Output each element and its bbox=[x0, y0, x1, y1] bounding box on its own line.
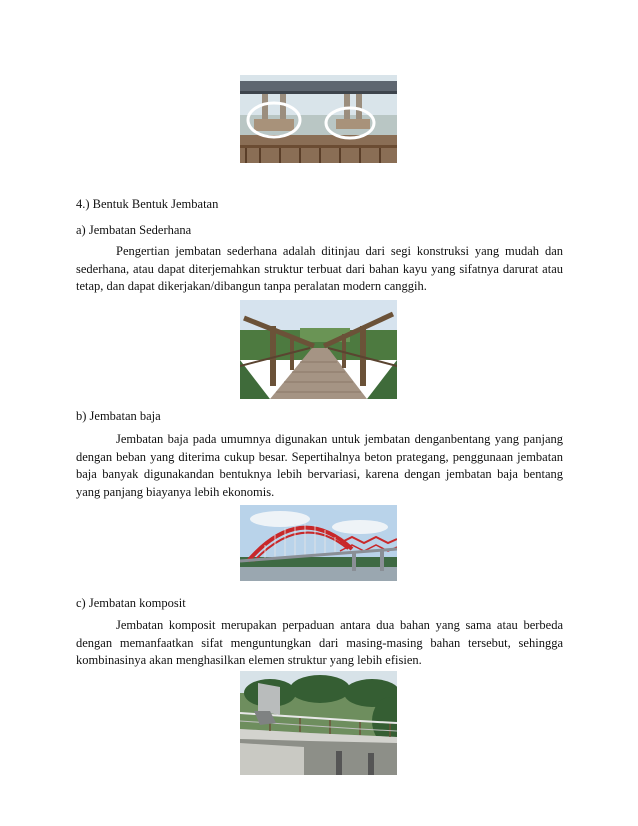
section-b-title: b) Jembatan baja bbox=[76, 409, 161, 423]
section-c-paragraph: Jembatan komposit merupakan perpaduan antara dua bahan yang sama atau berbeda dengan memanfaatkan sifat menguntungkan dari masing-masing bahan tersebut, sehingga kombinasinya akan menghasilkan elemen struktur yang lebih efisien. bbox=[76, 618, 563, 667]
wooden-bridge-image bbox=[240, 300, 397, 399]
section-heading: 4.) Bentuk Bentuk Jembatan bbox=[76, 197, 219, 211]
wooden-bridge-illustration bbox=[240, 300, 397, 399]
section-c-title: c) Jembatan komposit bbox=[76, 596, 186, 610]
composite-bridge-image bbox=[240, 671, 397, 775]
section-a-paragraph: Pengertian jembatan sederhana adalah ditinjau dari segi konstruksi yang mudah dan sederhana, atau dapat diterjemahkan struktur terbuat dari bahan kayu yang sifatnya darurat atau tetap, dan dapat dikerjakan/dibangun tanpa peralatan modern canggih. bbox=[76, 244, 563, 293]
steel-arch-bridge-image bbox=[240, 505, 397, 581]
bridge-piers-image bbox=[240, 75, 397, 163]
bridge-piers-illustration bbox=[240, 75, 397, 163]
section-a-title: a) Jembatan Sederhana bbox=[76, 223, 192, 237]
section-b-paragraph: Jembatan baja pada umumnya digunakan untuk jembatan denganbentang yang panjang dengan beban yang diterima cukup besar. Sepertihalnya beton prategang, penggunaan jembatan baja banyak digunakandan bentuknya lebih bervariasi, karena dengan jembatan baja bentang yang panjang biayanya lebih ekonomis. bbox=[76, 432, 563, 499]
steel-arch-bridge-illustration bbox=[240, 505, 397, 581]
composite-bridge-illustration bbox=[240, 671, 397, 775]
